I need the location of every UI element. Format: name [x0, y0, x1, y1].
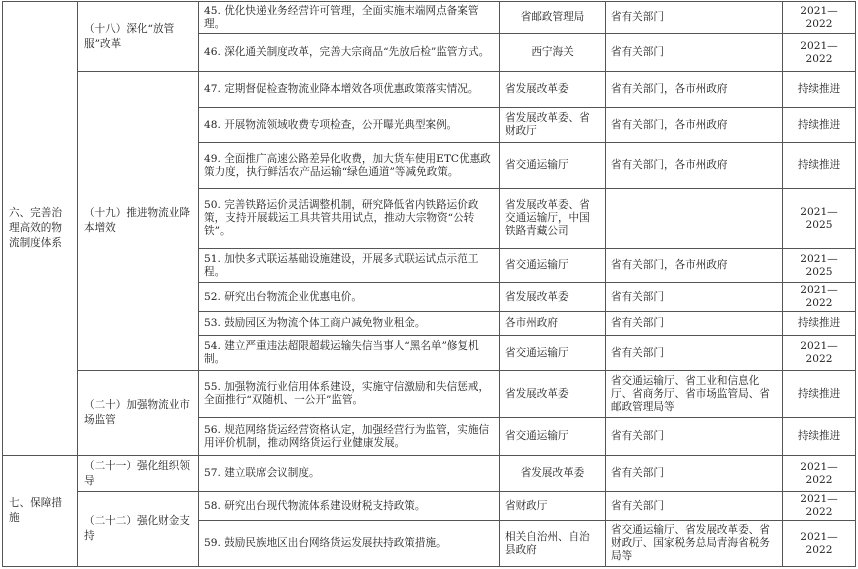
task-cell: 51. 加快多式联运基础设施建设，开展多式联运试点示范工程。: [199, 249, 500, 283]
coop-dept-cell: [606, 189, 783, 249]
lead-dept-cell: 省财政厅: [500, 492, 606, 521]
coop-dept-cell: 省交通运输厅、省发展改革委、省财政厅、国家税务总局青海省税务局等: [606, 521, 783, 567]
task-cell: 54. 建立严重违法超限超载运输失信当事人“黑名单”修复机制。: [199, 336, 500, 371]
lead-dept-cell: 西宁海关: [500, 34, 606, 72]
timeframe-cell: 2021—2022: [783, 34, 856, 72]
timeframe-cell: 持续推进: [783, 371, 856, 418]
table-row: [3, 2, 856, 34]
timeframe-cell: 持续推进: [783, 143, 856, 189]
lead-dept-cell: 省交通运输厅: [500, 418, 606, 456]
task-cell: 53. 鼓励园区为物流个体工商户减免物业租金。: [199, 312, 500, 336]
task-cell: 56. 规范网络货运经营资格认定，加强经营行为监管，实施信用评价机制，推动网络货运行业健康发展。: [199, 418, 500, 456]
lead-dept-cell: 省发展改革委: [500, 456, 606, 492]
subcategory-cell: （二十）加强物流业市场监管: [78, 371, 199, 456]
lead-dept-cell: 省发展改革委、省交通运输厅，中国铁路青藏公司: [500, 189, 606, 249]
coop-dept-cell: 省有关部门，各市州政府: [606, 108, 783, 143]
lead-dept-cell: 各市州政府: [500, 312, 606, 336]
lead-dept-cell: 省发展改革委: [500, 283, 606, 312]
measures-table: [2, 1, 856, 567]
task-cell: 58. 研究出台现代物流体系建设财税支持政策。: [199, 492, 500, 521]
coop-dept-cell: 省有关部门: [606, 492, 783, 521]
timeframe-cell: 2021—2022: [783, 456, 856, 492]
table-row: [3, 371, 856, 418]
coop-dept-cell: 省有关部门: [606, 418, 783, 456]
table-row: [3, 72, 856, 108]
timeframe-cell: 持续推进: [783, 108, 856, 143]
task-cell: 55. 加强物流行业信用体系建设，实施守信激励和失信惩戒，全面推行“双随机、一公开”监管。: [199, 371, 500, 418]
category-cell: 七、保障措施: [3, 456, 78, 567]
task-cell: 59. 鼓励民族地区出台网络货运发展扶持政策措施。: [199, 521, 500, 567]
coop-dept-cell: 省有关部门: [606, 312, 783, 336]
subcategory-cell: （二十二）强化财金支持: [78, 492, 199, 567]
coop-dept-cell: 省有关部门: [606, 2, 783, 34]
subcategory-cell: （十九）推进物流业降本增效: [78, 72, 199, 371]
timeframe-cell: 持续推进: [783, 312, 856, 336]
task-cell: 50. 完善铁路运价灵活调整机制，研究降低省内铁路运价政策，支持开展载运工具共管共用试点，推动大宗物资“公转铁”。: [199, 189, 500, 249]
coop-dept-cell: 省有关部门，各市州政府: [606, 249, 783, 283]
task-cell: 46. 深化通关制度改革，完善大宗商品“先放后检”监管方式。: [199, 34, 500, 72]
timeframe-cell: 2021—2022: [783, 2, 856, 34]
category-cell: 六、完善治理高效的物流制度体系: [3, 2, 78, 456]
lead-dept-cell: 省发展改革委: [500, 371, 606, 418]
timeframe-cell: 2021—2022: [783, 336, 856, 371]
coop-dept-cell: 省有关部门，各市州政府: [606, 143, 783, 189]
subcategory-cell: （十八）深化“放管服”改革: [78, 2, 199, 72]
task-cell: 45. 优化快递业务经营许可管理，全面实施末端网点备案管理。: [199, 2, 500, 34]
coop-dept-cell: 省有关部门: [606, 456, 783, 492]
timeframe-cell: 2021—2022: [783, 283, 856, 312]
lead-dept-cell: 省发展改革委: [500, 72, 606, 108]
task-cell: 49. 全面推广高速公路差异化收费，加大货车使用ETC优惠政策力度，执行鲜活农产品运输“绿色通道”等减免政策。: [199, 143, 500, 189]
task-cell: 47. 定期督促检查物流业降本增效各项优惠政策落实情况。: [199, 72, 500, 108]
coop-dept-cell: 省有关部门: [606, 34, 783, 72]
coop-dept-cell: 省有关部门: [606, 283, 783, 312]
lead-dept-cell: 省交通运输厅: [500, 143, 606, 189]
timeframe-cell: 持续推进: [783, 418, 856, 456]
lead-dept-cell: 省邮政管理局: [500, 2, 606, 34]
subcategory-cell: （二十一）强化组织领导: [78, 456, 199, 492]
task-cell: 57. 建立联席会议制度。: [199, 456, 500, 492]
timeframe-cell: 持续推进: [783, 72, 856, 108]
lead-dept-cell: 相关自治州、自治县政府: [500, 521, 606, 567]
task-cell: 48. 开展物流领域收费专项检查，公开曝光典型案例。: [199, 108, 500, 143]
timeframe-cell: 2021—2025: [783, 249, 856, 283]
timeframe-cell: 2021—2022: [783, 492, 856, 521]
timeframe-cell: 2021—2022: [783, 521, 856, 567]
coop-dept-cell: 省有关部门: [606, 336, 783, 371]
coop-dept-cell: 省有关部门，各市州政府: [606, 72, 783, 108]
table-row: [3, 492, 856, 521]
lead-dept-cell: 省交通运输厅: [500, 336, 606, 371]
lead-dept-cell: 省交通运输厅: [500, 249, 606, 283]
coop-dept-cell: 省交通运输厅、省工业和信息化厅、省商务厅、省市场监管局、省邮政管理局等: [606, 371, 783, 418]
timeframe-cell: 2021—2025: [783, 189, 856, 249]
task-cell: 52. 研究出台物流企业优惠电价。: [199, 283, 500, 312]
lead-dept-cell: 省发展改革委、省财政厅: [500, 108, 606, 143]
table-row: [3, 456, 856, 492]
